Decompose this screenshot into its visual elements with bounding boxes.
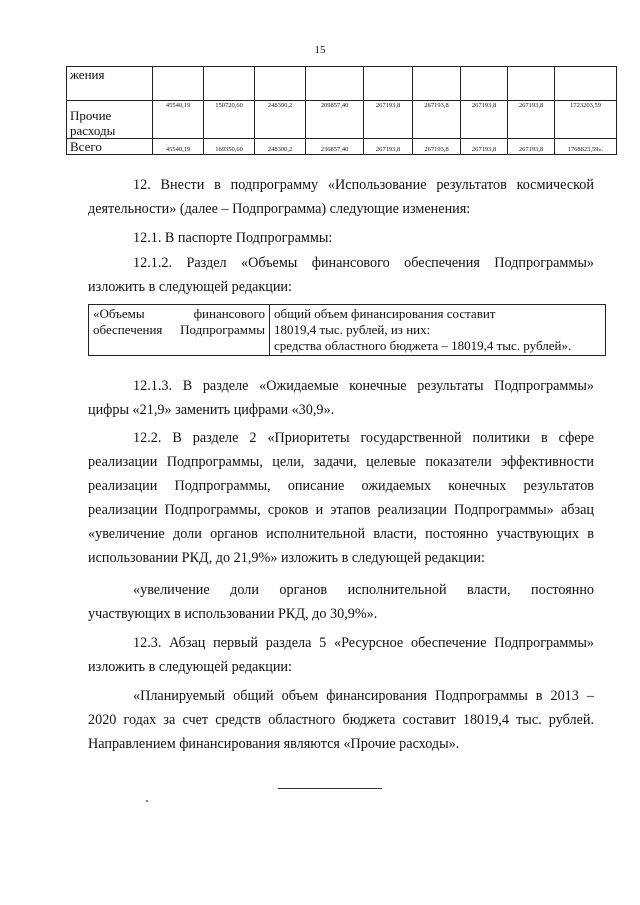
table-row xyxy=(89,305,606,356)
table-row xyxy=(67,67,617,101)
passport-value xyxy=(270,305,606,356)
table-cell: 267193,8 xyxy=(508,101,555,139)
passport-value-line: средства областного бюджета – 18019,4 тыс. рублей». xyxy=(274,338,572,353)
table-cell xyxy=(461,67,508,101)
row-label: Прочие расходы xyxy=(67,101,153,139)
paragraph-12-2-quote: «увеличение доли органов исполнительной власти, постоянно участвующих в использовании РКД, до 30,9%». xyxy=(88,582,594,622)
row-label: Всего xyxy=(67,139,153,155)
table-cell: 248300,2 xyxy=(255,101,306,139)
paragraph-12-3-quote: «Планируемый общий объем финансирования Подпрограммы в 2013 – 2020 годах за счет средств областного бюджета составит 18019,4 тыс. рублей. Направлением финансирования являются «Прочие расходы». xyxy=(88,688,594,752)
table-cell: 267193,8 xyxy=(461,101,508,139)
table-cell: 267193,8 xyxy=(413,101,461,139)
paragraph-12-1: 12.1. В паспорте Подпрограммы: xyxy=(133,230,333,246)
table-row xyxy=(67,101,617,139)
table-cell: 169350,60 xyxy=(204,139,255,155)
table-cell xyxy=(204,67,255,101)
footer-rule xyxy=(278,788,382,789)
finance-table xyxy=(66,66,617,155)
table-row xyxy=(67,139,617,155)
table-cell: 150720,60 xyxy=(204,101,255,139)
table-cell xyxy=(508,67,555,101)
table-cell xyxy=(364,67,413,101)
table-cell: 1723203,59 xyxy=(555,101,617,139)
paragraph-12-1-2: 12.1.2. Раздел «Объемы финансового обеспечения Подпрограммы» изложить в следующей редакции: xyxy=(88,255,594,295)
table-cell: 267193,8 xyxy=(413,139,461,155)
scan-mark xyxy=(146,800,148,802)
table-cell xyxy=(413,67,461,101)
table-cell: 248300,2 xyxy=(255,139,306,155)
passport-table xyxy=(88,304,606,356)
table-cell: 1768823,59». xyxy=(555,139,617,155)
passport-value-line: 18019,4 тыс. рублей, из них: xyxy=(274,322,431,337)
paragraph-12-3: 12.3. Абзац первый раздела 5 «Ресурсное обеспечение Подпрограммы» изложить в следующей редакции: xyxy=(88,635,594,675)
paragraph-12: 12. Внести в подпрограмму «Использование результатов космической деятельности» (далее – Подпрограмма) следующие изменения: xyxy=(88,177,594,217)
table-cell: 267193,8 xyxy=(508,139,555,155)
paragraph-12-1-3: 12.1.3. В разделе «Ожидаемые конечные результаты Подпрограммы» цифры «21,9» заменить цифрами «30,9». xyxy=(88,378,594,418)
table-cell xyxy=(153,67,204,101)
passport-value-line: общий объем финансирования составит xyxy=(274,306,496,321)
table-cell: 209857,40 xyxy=(306,101,364,139)
paragraph-12-2: 12.2. В разделе 2 «Приоритеты государственной политики в сфере реализации Подпрограммы, цели, задачи, целевые показатели эффективности реализации Подпрограммы, описание ожидаемых конечных результатов реализации Подпрограммы, сроков и этапов реализации Подпрограммы» абзац «увеличение доли органов исполнительной власти, постоянно участвующих в использовании РКД, до 21,9%» изложить в следующей редакции: xyxy=(88,430,594,566)
passport-label: «Объемы финансового обеспечения Подпрограммы xyxy=(89,305,270,356)
table-cell xyxy=(555,67,617,101)
table-cell: 267193,8 xyxy=(364,101,413,139)
row-label: жения xyxy=(67,67,153,101)
table-cell xyxy=(255,67,306,101)
table-cell: 267193,8 xyxy=(364,139,413,155)
table-cell xyxy=(306,67,364,101)
table-cell: 236857,40 xyxy=(306,139,364,155)
table-cell: 267193,8 xyxy=(461,139,508,155)
table-cell: 45540,19 xyxy=(153,139,204,155)
page-number: 15 xyxy=(314,44,326,56)
table-cell: 45540,19 xyxy=(153,101,204,139)
